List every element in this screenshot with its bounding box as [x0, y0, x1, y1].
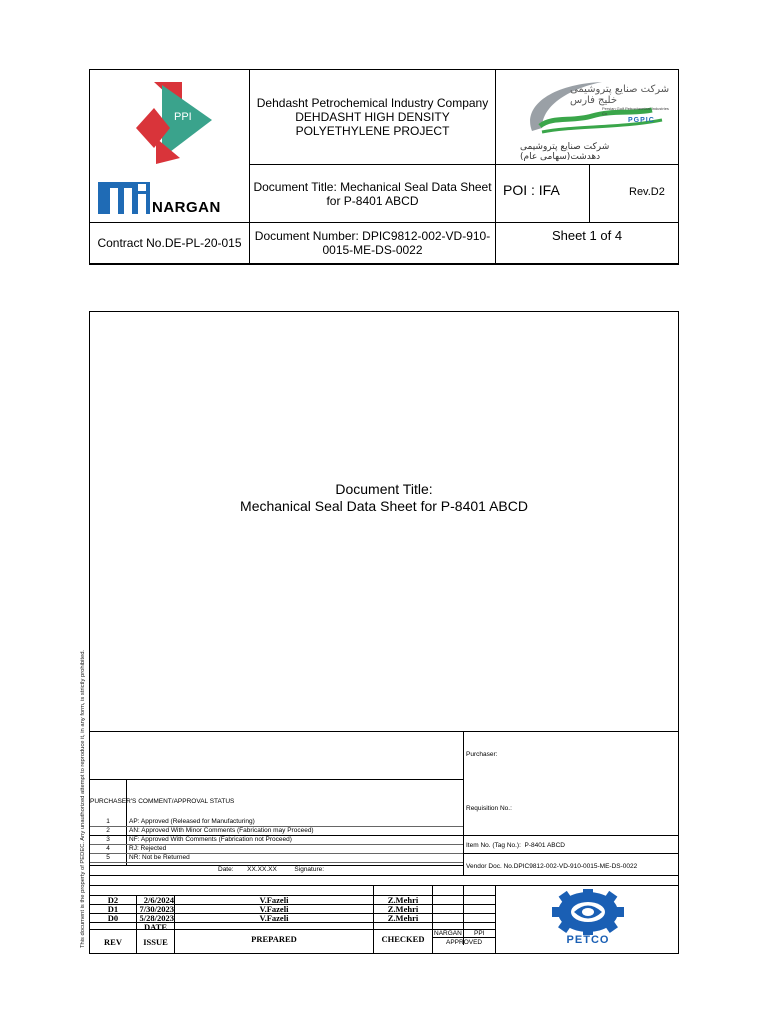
- vendor-doc: Vendor Doc. No.DPIC9812-002-VD-910-0015-ME-DS-0022: [466, 863, 638, 870]
- rev-cell: D1: [107, 904, 119, 914]
- checked-cell: Z.Mehri: [387, 913, 419, 923]
- col-date-line-1: DATE: [144, 922, 167, 932]
- body-title-line-1: Document Title:: [335, 481, 433, 497]
- pgpic-logo-text: PGPIC: [628, 117, 655, 124]
- code-num: 5: [106, 854, 110, 861]
- code-num: 3: [106, 836, 110, 843]
- body-title-line-2: Mechanical Seal Data Sheet for P-8401 ABCD: [240, 498, 528, 514]
- date-label: Date:: [218, 866, 234, 873]
- approval-line: [463, 853, 679, 854]
- approval-top-line: [89, 731, 679, 732]
- petco-gear-icon: [552, 889, 624, 935]
- company-line-3: POLYETHYLENE PROJECT: [295, 124, 450, 138]
- approval-heading-line: [89, 779, 463, 780]
- prepared-cell: V.Fazeli: [259, 895, 289, 905]
- col-ppi: PPI: [474, 930, 485, 937]
- body-title: [90, 481, 678, 515]
- sheet-cell: Sheet 1 of 4: [551, 228, 623, 243]
- code-text: RJ: Rejected: [129, 845, 167, 852]
- approval-line: [89, 875, 679, 876]
- code-text: AN: Approved With Minor Comments (Fabrication may Proceed): [129, 827, 314, 834]
- item-label: Item No. (Tag No.):: [466, 842, 521, 849]
- approval-line: [463, 835, 679, 836]
- rev-date-cell: 2/6/2024: [143, 895, 174, 905]
- checked-cell: Z.Mehri: [387, 904, 419, 914]
- rev-cell: Rev.D2: [629, 186, 665, 198]
- doc-number-line-2: 0015-ME-DS-0022: [322, 243, 423, 257]
- company-name: [250, 70, 495, 164]
- rev-date-cell: 7/30/2023: [139, 904, 174, 914]
- ppi-logo-text: PPI: [174, 111, 192, 123]
- date-value: XX.XX.XX: [247, 866, 277, 873]
- doc-title-cell: [250, 165, 495, 222]
- nargan-logo-text: NARGAN: [152, 199, 221, 216]
- company-line-2: DEHDASHT HIGH DENSITY: [295, 110, 450, 124]
- requisition-label: Requisition No.:: [466, 805, 512, 812]
- col-checked: CHECKED: [381, 933, 425, 944]
- code-num: 1: [106, 818, 110, 825]
- doc-title-line-2: for P-8401 ABCD: [326, 193, 419, 208]
- col-date-line-2: ISSUE: [143, 937, 168, 947]
- property-notice: This document is the property of PEDEC. Any unauthorized attempt to reproduce it, in any form, is strictly prohibited.: [80, 649, 86, 948]
- code-num: 4: [106, 845, 110, 852]
- code-row-line: [90, 826, 463, 827]
- date-sign-row: [218, 866, 324, 874]
- code-row-line: [90, 862, 463, 863]
- code-text: NR: Not be Returned: [129, 854, 190, 861]
- prepared-cell: V.Fazeli: [259, 913, 289, 923]
- code-num: 2: [106, 827, 110, 834]
- code-row-line: [90, 853, 463, 854]
- signature-label: Signature:: [294, 866, 325, 873]
- poi-cell: POI : IFA: [503, 182, 560, 198]
- nargan-logo: [98, 182, 246, 216]
- rev-cell: D2: [107, 895, 119, 905]
- header-divider: [589, 164, 590, 222]
- code-row-line: [90, 844, 463, 845]
- col-prepared: PREPARED: [251, 933, 297, 944]
- contract-number: Contract No.DE-PL-20-015: [97, 236, 242, 250]
- pgpic-arabic-top: شرکت صنایع پتروشیمی خلیج فارس: [570, 84, 670, 106]
- prepared-cell: V.Fazeli: [259, 904, 289, 914]
- col-nargan: NARGAN: [434, 930, 462, 937]
- company-line-1: Dehdasht Petrochemical Industry Company: [256, 96, 489, 110]
- code-text: AP: Approved (Released for Manufacturing): [129, 818, 255, 825]
- col-rev: REV: [104, 936, 122, 947]
- code-text: NF: Approved With Comments (Fabrication not Proceed): [129, 836, 292, 843]
- doc-number-cell: [250, 223, 495, 263]
- approval-heading: PURCHASER'S COMMENT/APPROVAL STATUS: [90, 798, 235, 805]
- contract-cell: [90, 223, 249, 263]
- rev-col-line: [495, 885, 496, 954]
- pgpic-arabic-bottom: شرکت صنایع پتروشیمی دهدشت(سهامی عام): [520, 142, 610, 162]
- col-approved: APPROVED: [446, 939, 483, 946]
- rev-date-cell: 5/28/2023: [139, 913, 174, 923]
- doc-title-line-1: Document Title: Mechanical Seal Data Sheet: [253, 179, 492, 194]
- ppi-logo: [132, 80, 218, 166]
- petco-logo: [548, 889, 628, 949]
- doc-number-line-1: Document Number: DPIC9812-002-VD-910-: [254, 229, 491, 243]
- item-no: [466, 842, 565, 850]
- purchaser-label: Purchaser:: [466, 751, 498, 758]
- pgpic-logo: [512, 76, 672, 160]
- rev-cell: D0: [107, 913, 119, 923]
- pgpic-english: Persian Gulf Petrochemical Industries Co.: [602, 106, 669, 116]
- item-value: P-8401 ABCD: [524, 842, 565, 849]
- petco-logo-text: PETCO: [566, 934, 610, 946]
- nargan-mark: [98, 182, 150, 214]
- approval-line: [89, 885, 679, 886]
- col-date: [137, 923, 174, 947]
- checked-cell: Z.Mehri: [387, 895, 419, 905]
